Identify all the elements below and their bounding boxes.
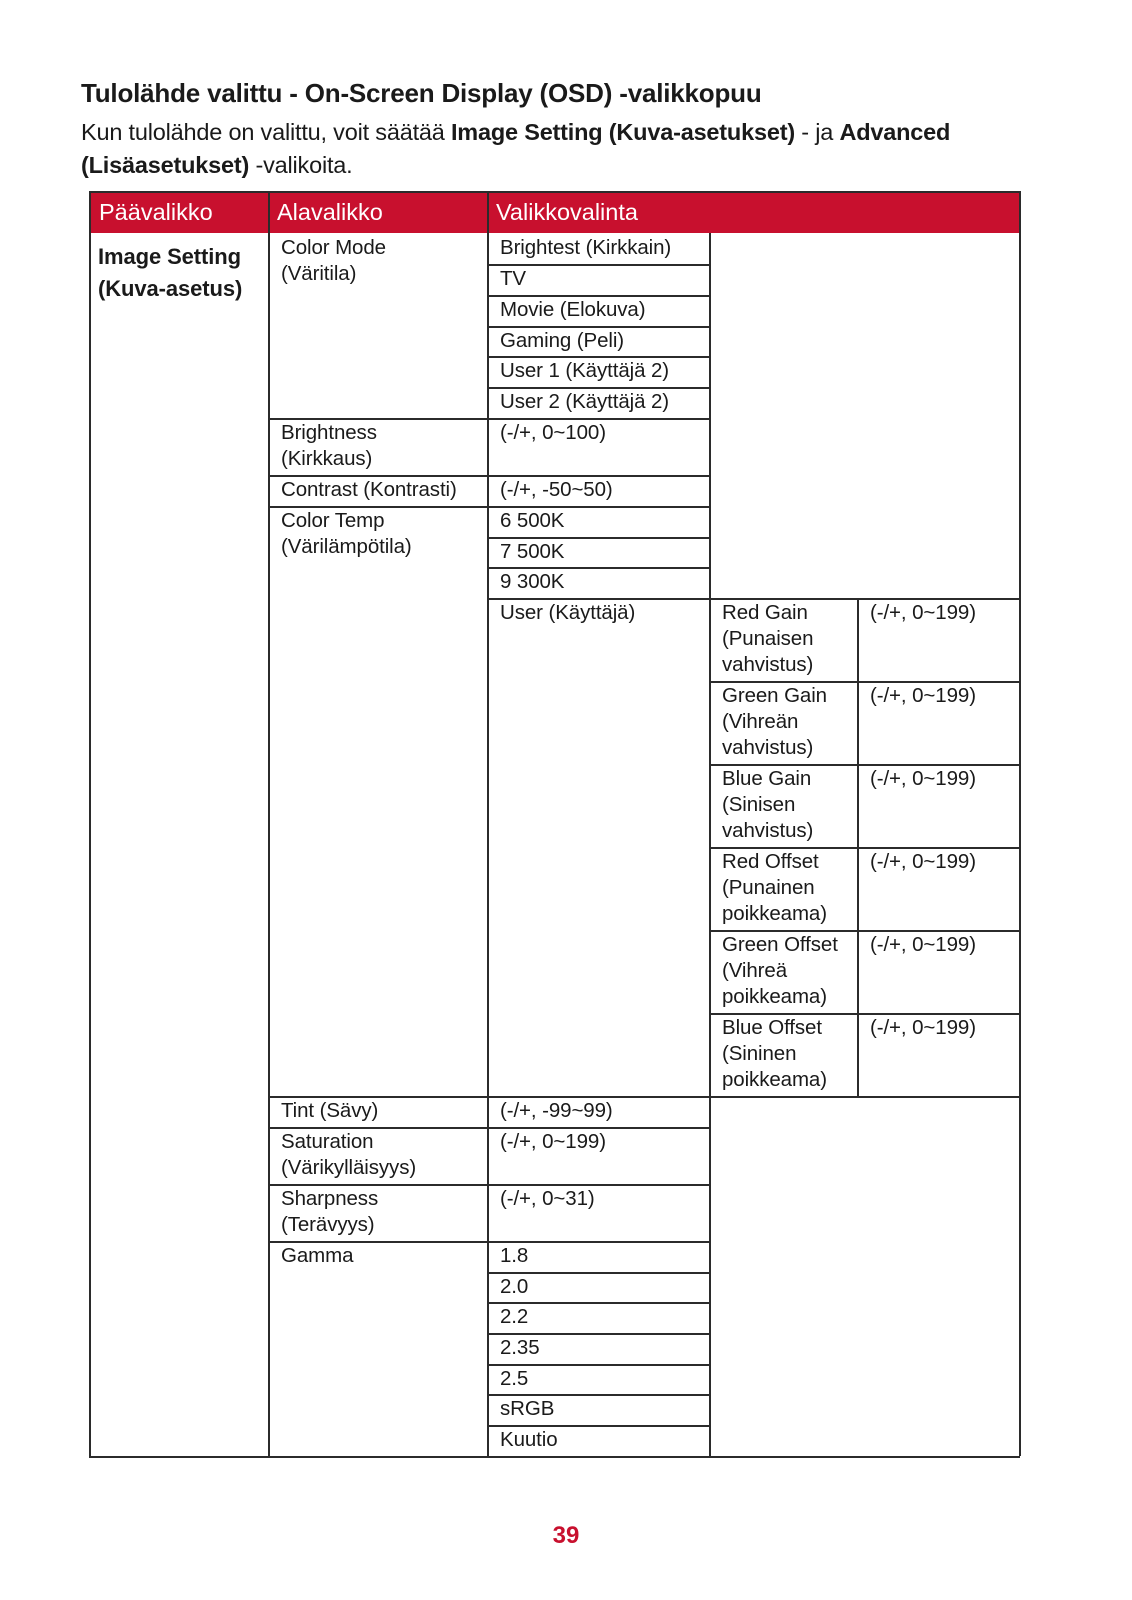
user-setting-name: Red Gain (Punaisen vahvistus): [722, 601, 814, 676]
user-setting-value: (-/+, 0~199): [870, 601, 976, 624]
user-setting-name: Blue Offset (Sininen poikkeama): [722, 1016, 827, 1091]
grid-line: [89, 1456, 1020, 1458]
option-gamma: 2.2: [500, 1305, 529, 1328]
user-setting-value: (-/+, 0~199): [870, 850, 976, 873]
page-number: 39: [552, 1522, 580, 1549]
option-gamma: sRGB: [500, 1397, 555, 1420]
option-color-temp-user: User (Käyttäjä): [500, 601, 636, 624]
user-setting-name: Green Offset (Vihreä poikkeama): [722, 933, 838, 1008]
user-setting-value: (-/+, 0~199): [870, 933, 976, 956]
grid-line: [89, 191, 91, 1456]
user-setting-name: Blue Gain (Sinisen vahvistus): [722, 767, 814, 842]
intro-text: Kun tulolähde on valittu, voit säätää: [81, 119, 451, 145]
submenu-sharpness: Sharpness (Terävyys): [281, 1187, 379, 1236]
option-gamma: 2.35: [500, 1336, 540, 1359]
submenu-brightness: Brightness (Kirkkaus): [281, 421, 377, 470]
user-setting-name: Green Gain (Vihreän vahvistus): [722, 684, 827, 759]
user-setting-value: (-/+, 0~199): [870, 684, 976, 707]
brightness-value: (-/+, 0~100): [500, 421, 606, 444]
option-color-mode: Brightest (Kirkkain): [500, 236, 672, 259]
submenu-tint: Tint (Sävy): [281, 1099, 379, 1122]
option-color-temp: 7 500K: [500, 540, 565, 563]
contrast-value: (-/+, -50~50): [500, 478, 613, 501]
user-setting-value: (-/+, 0~199): [870, 1016, 976, 1039]
option-gamma: 2.0: [500, 1275, 529, 1298]
header-alavalikko: Alavalikko: [277, 199, 383, 225]
submenu-color-temp: Color Temp (Värilämpötila): [281, 509, 412, 558]
tint-value: (-/+, -99~99): [500, 1099, 613, 1122]
option-gamma: 2.5: [500, 1367, 529, 1390]
intro-bold-advanced: Advanced: [839, 119, 951, 145]
sharpness-value: (-/+, 0~31): [500, 1187, 595, 1210]
header-paavalikko: Päävalikko: [99, 199, 213, 225]
option-color-temp: 6 500K: [500, 509, 565, 532]
option-color-mode: TV: [500, 267, 526, 290]
option-gamma: Kuutio: [500, 1428, 558, 1451]
page-heading: Tulolähde valittu - On-Screen Display (OSD) -valikkopuu: [81, 78, 762, 108]
option-color-mode: Gaming (Peli): [500, 329, 625, 352]
grid-line: [1019, 191, 1021, 1456]
option-color-mode: User 2 (Käyttäjä 2): [500, 390, 669, 413]
option-color-temp: 9 300K: [500, 570, 565, 593]
option-color-mode: User 1 (Käyttäjä 2): [500, 359, 669, 382]
option-color-mode: Movie (Elokuva): [500, 298, 646, 321]
grid-line: [709, 1096, 1020, 1098]
submenu-saturation: Saturation (Värikylläisyys): [281, 1130, 417, 1179]
intro-text: -valikoita.: [249, 152, 353, 178]
intro-paragraph: [81, 116, 1056, 182]
submenu-gamma: Gamma: [281, 1244, 354, 1267]
intro-bold-image-setting: Image Setting (Kuva-asetukset): [450, 119, 795, 145]
main-menu-image-setting: Image Setting (Kuva-asetus): [98, 244, 243, 301]
grid-line: [89, 191, 1020, 193]
intro-bold-lisaasetukset: (Lisäasetukset): [81, 152, 250, 178]
user-setting-name: Red Offset (Punainen poikkeama): [722, 850, 827, 925]
submenu-contrast: Contrast (Kontrasti): [281, 478, 457, 501]
saturation-value: (-/+, 0~199): [500, 1130, 606, 1153]
intro-text: - ja: [794, 119, 840, 145]
user-setting-value: (-/+, 0~199): [870, 767, 976, 790]
header-valikkovalinta: Valikkovalinta: [496, 199, 638, 225]
submenu-color-mode: Color Mode (Väritila): [281, 236, 386, 285]
option-gamma: 1.8: [500, 1244, 529, 1267]
